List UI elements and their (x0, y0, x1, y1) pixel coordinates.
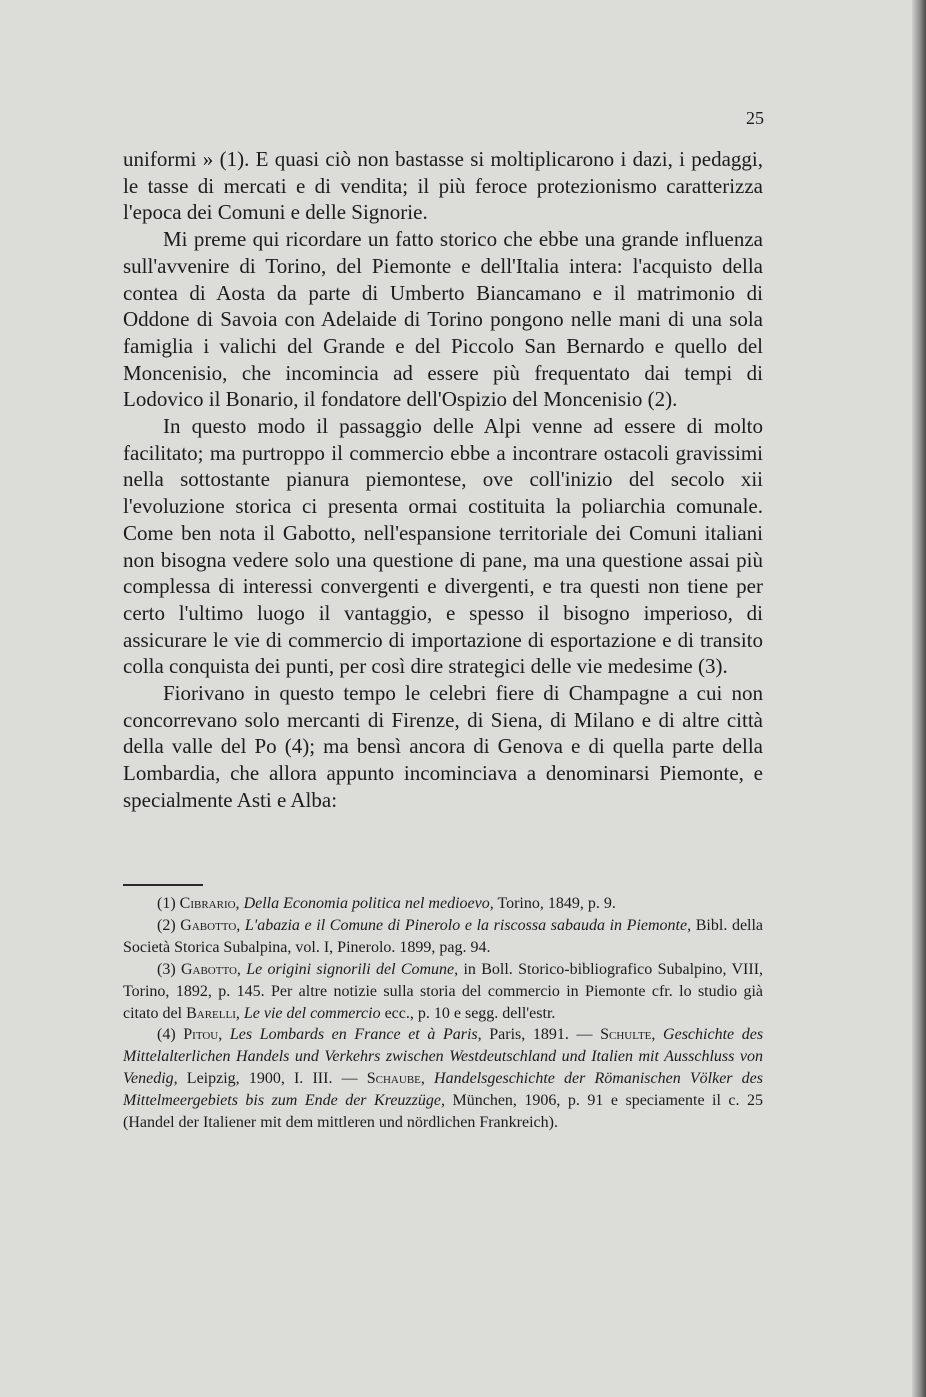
footnote-separator (123, 884, 203, 886)
footnote-4-author-2: Schulte, (600, 1026, 656, 1044)
footnote-1-number: (1) (157, 895, 180, 912)
footnote-4-title: Les Lombards en France et à Paris, (229, 1026, 482, 1044)
footnote-3-title: Le origini signorili del Comune, (246, 960, 459, 978)
footnote-3-title-2: Le vie del commercio (243, 1004, 381, 1022)
footnote-1 (123, 893, 763, 915)
footnote-2-details: Bibl. della Società Storica Subalpina, vol. I, Pinerolo. 1899, pag. 94. (123, 916, 764, 956)
footnote-3 (123, 959, 763, 1025)
footnote-1-author: Cibrario, (179, 895, 240, 912)
footnote-4-author-3: Schaube, (366, 1070, 425, 1088)
footnote-2-author: Gabotto, (180, 916, 241, 934)
footnote-4-author: Pitou, (183, 1026, 223, 1044)
footnote-2 (123, 915, 763, 959)
paragraph-1: uniformi » (1). E quasi ciò non bastasse si moltiplicarono i dazi, i pedaggi, le tasse di mercati e di vendita; il più feroce protezionismo caratterizza l'epoca dei Comuni e delle Signorie. (123, 147, 763, 225)
footnote-4-number: (4) (157, 1026, 184, 1044)
body-text (123, 146, 763, 814)
footnote-2-number: (2) (157, 916, 181, 934)
footnote-4 (123, 1024, 763, 1134)
footnote-3-details-2: ecc., p. 10 e segg. dell'estr. (380, 1004, 556, 1022)
paragraph-4: Fiorivano in questo tempo le celebri fiere di Champagne a cui non concorrevano solo mercanti di Firenze, di Siena, di Milano e di altre città della valle del Po (4); ma bensì ancora di Genova e di quella parte della Lombardia, che allora appunto incominciava a denominarsi Piemonte, e specialmente Asti e Alba: (123, 681, 763, 812)
footnote-1-title: Della Economia politica nel medioevo, (243, 895, 494, 912)
page-number: 25 (746, 108, 764, 128)
footnote-4-details-2: Leipzig, 1900, I. III. — (177, 1070, 367, 1088)
paragraph-3: In questo modo il passaggio delle Alpi venne ad essere di molto facilitato; ma purtroppo il commercio ebbe a incontrare ostacoli gravissimi nella sottostante pianura piemontese, ove coll'inizio del secolo xii l'evoluzione storica ci presenta ormai costituita la poliarchia comunale. Come ben nota il Gabotto, nell'espansione territoriale dei Comuni italiani non bisogna vedere solo una questione di pane, ma una questione assai più complessa di interessi convergenti e divergenti, e tra questi non tiene per certo l'ultimo luogo il vantaggio, e spesso il bisogno imperioso, di assicurare le vie di commercio di importazione di esportazione e di transito colla conquista dei punti, per così dire strategici delle vie medesime (3). (123, 414, 763, 679)
footnote-2-title: L'abazia e il Comune di Pinerolo e la riscossa sabauda in Piemonte, (244, 916, 692, 934)
footnote-1-details: Torino, 1849, p. 9. (497, 895, 616, 912)
footnote-3-author: Gabotto, (180, 960, 241, 978)
footnote-4-details-3: München, 1906, p. 91 e speciamente il c. 25 (Handel der Italiener mit dem mittleren und nördlichen Frankreich). (123, 1092, 764, 1132)
footnotes (123, 893, 763, 1134)
footnote-4-title-2: Geschichte des Mittelalterlichen Handels und Verkehrs zwischen Westdeutschland und Italien mit Ausschluss von Venedig, (123, 1026, 764, 1088)
book-spine-shadow (912, 0, 926, 1397)
footnote-4-details: Paris, 1891. — (481, 1026, 601, 1044)
footnote-4-title-3: Handelsgeschichte der Römanischen Völker des Mittelmeergebiets bis zum Ende der Kreuzzüge, (123, 1070, 763, 1110)
paragraph-2: Mi preme qui ricordare un fatto storico che ebbe una grande influenza sull'avvenire di Torino, del Piemonte e dell'Italia intera: l'acquisto della contea di Aosta da parte di Umberto Biancamano e il matrimonio di Oddone di Savoia con Adelaide di Torino pongono nelle mani di una sola famiglia i valichi del Grande e del Piccolo San Bernardo e quello del Moncenisio, che incomincia ad essere più frequentato dai tempi di Lodovico il Bonario, il fondatore dell'Ospizio del Moncenisio (2). (123, 227, 763, 412)
footnote-3-details: in Boll. Storico-bibliografico Subalpino, VIII, Torino, 1892, p. 145. Per altre notizie sulla storia del commercio in Piemonte cfr. lo studio già citato del (123, 960, 764, 1022)
footnote-3-number: (3) (157, 960, 181, 978)
footnote-3-author-2: Barelli, (186, 1004, 240, 1022)
